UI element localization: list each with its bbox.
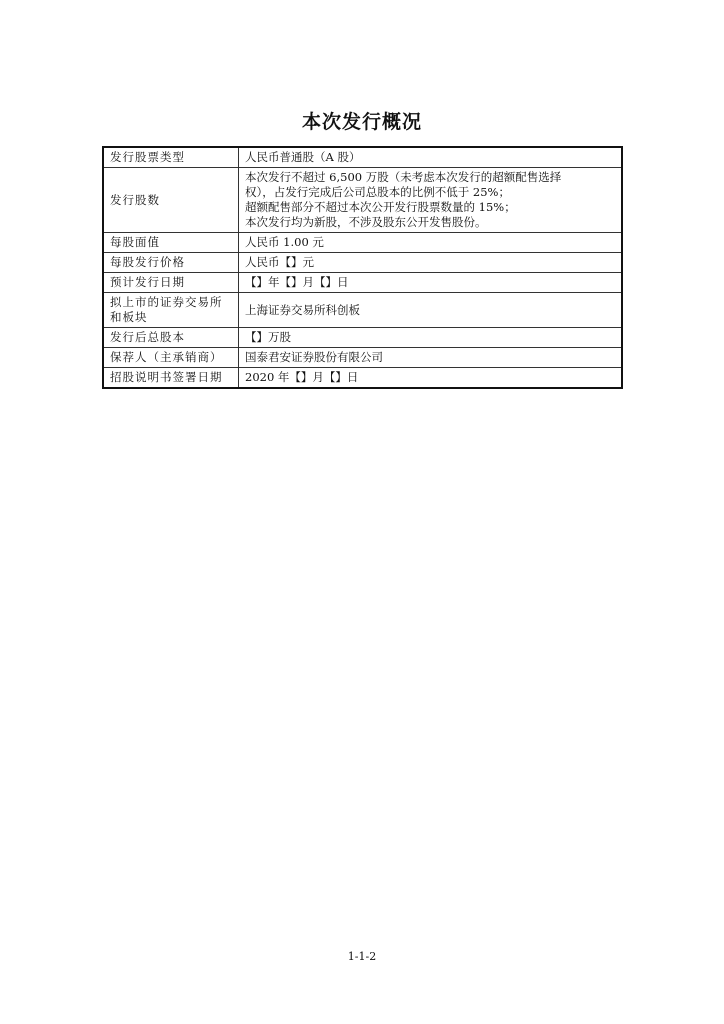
value-line: 权），占发行完成后公司总股本的比例不低于 25%； [245, 185, 510, 199]
value-line: 超额配售部分不超过本次公开发行股票数量的 15%； [245, 200, 516, 214]
row-label: 招股说明书签署日期 [103, 368, 239, 389]
row-label [103, 293, 239, 328]
label-line: 和板块 [110, 310, 148, 324]
row-value: 上海证券交易所科创板 [239, 293, 623, 328]
page-number: 1-1-2 [347, 950, 377, 963]
table-row [103, 293, 622, 328]
table-row [103, 147, 622, 168]
table-row [103, 328, 622, 348]
row-value: 2020 年【】月【】日 [239, 368, 623, 389]
row-value: 国泰君安证券股份有限公司 [239, 348, 623, 368]
table-row [103, 233, 622, 253]
table-row [103, 253, 622, 273]
value-line: 本次发行不超过 6,500 万股（未考虑本次发行的超额配售选择 [245, 170, 562, 184]
table-row [103, 273, 622, 293]
row-value: 【】年【】月【】日 [239, 273, 623, 293]
row-label: 每股面值 [103, 233, 239, 253]
row-value: 人民币普通股（A 股） [239, 147, 623, 168]
table-row [103, 348, 622, 368]
offering-overview-table [102, 146, 623, 389]
row-label: 发行后总股本 [103, 328, 239, 348]
table-row [103, 368, 622, 389]
value-line: 本次发行均为新股，不涉及股东公开发售股份。 [245, 215, 487, 229]
row-value: 人民币【】元 [239, 253, 623, 273]
row-label: 发行股数 [103, 168, 239, 233]
row-value: 人民币 1.00 元 [239, 233, 623, 253]
row-value: 【】万股 [239, 328, 623, 348]
row-label: 保荐人（主承销商） [103, 348, 239, 368]
row-label: 预计发行日期 [103, 273, 239, 293]
document-title: 本次发行概况 [301, 111, 422, 133]
row-value [239, 168, 623, 233]
row-label: 每股发行价格 [103, 253, 239, 273]
label-line: 拟上市的证券交易所 [110, 295, 223, 309]
table-row [103, 168, 622, 233]
row-label: 发行股票类型 [103, 147, 239, 168]
